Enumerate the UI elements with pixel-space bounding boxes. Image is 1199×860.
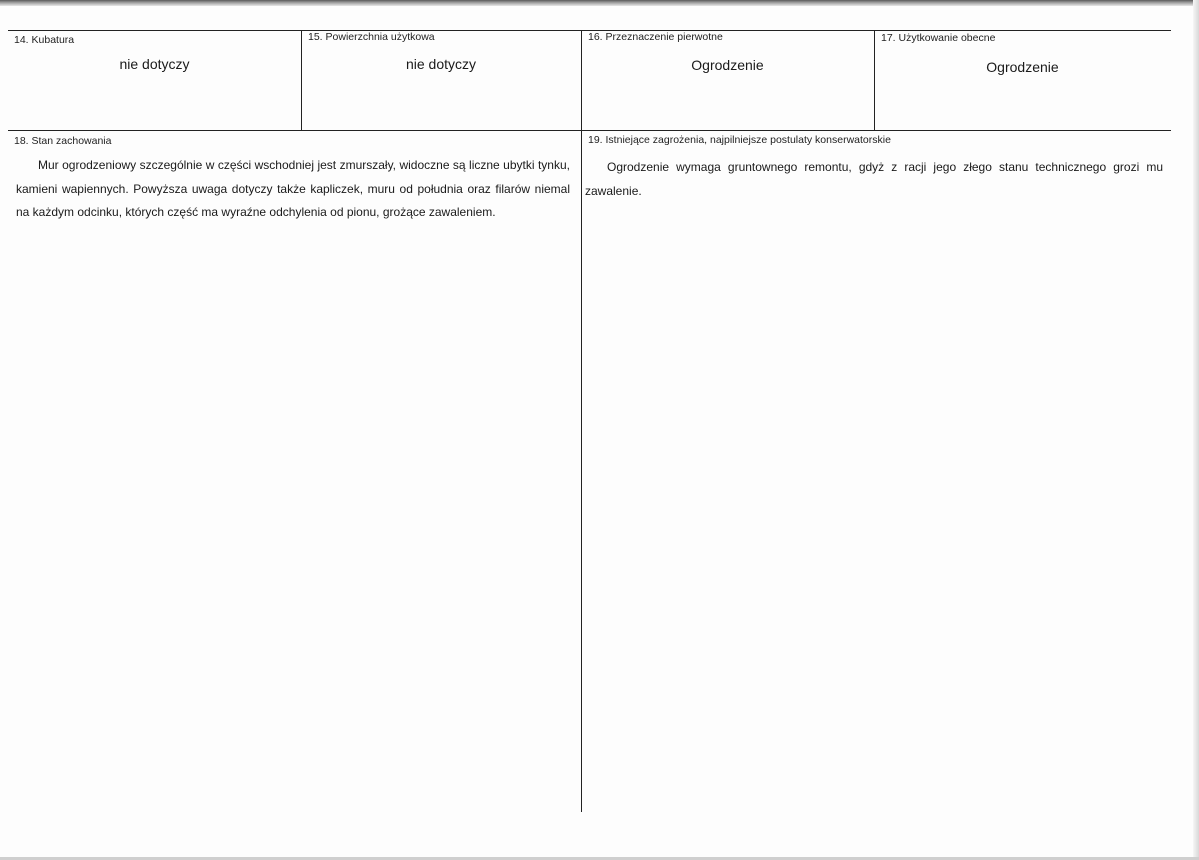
kubatura-value: nie dotyczy (119, 56, 190, 72)
divider-14-15 (301, 30, 302, 130)
zagrozenia-label: 19. Istniejące zagrożenia, najpilniejsze postulaty konserwatorskie (588, 134, 891, 146)
rule-middle (8, 130, 1171, 131)
przeznaczenie-value: Ogrodzenie (691, 57, 764, 73)
zagrozenia-text: Ogrodzenie wymaga gruntownego remontu, gdyż z racji jego złego stanu technicznego grozi mu zawalenie. (585, 160, 1163, 198)
divider-18-19 (581, 130, 582, 812)
powierzchnia-value: nie dotyczy (405, 56, 477, 72)
scan-edge-top (0, 0, 1199, 6)
uzytkowanie-value: Ogrodzenie (986, 59, 1059, 75)
powierzchnia-label: 15. Powierzchnia użytkowa (308, 31, 435, 43)
stan-text: Mur ogrodzeniowy szczególnie w części wschodniej jest zmurszały, widoczne są liczne ubytki tynku, kamieni wapiennych. Powyższa uwaga dotyczy także kapliczek, muru od południa oraz filarów niemal na każdym odcinku, których część ma wyraźne odchylenia od pionu, grożące zawaleniem. (16, 158, 570, 219)
uzytkowanie-label: 17. Użytkowanie obecne (881, 32, 996, 44)
divider-16-17 (874, 30, 875, 130)
przeznaczenie-label: 16. Przeznaczenie pierwotne (588, 31, 723, 43)
stan-label: 18. Stan zachowania (14, 135, 112, 147)
kubatura-label: 14. Kubatura (14, 34, 75, 46)
divider-15-16 (581, 30, 582, 130)
scan-edge-right (1193, 0, 1199, 860)
